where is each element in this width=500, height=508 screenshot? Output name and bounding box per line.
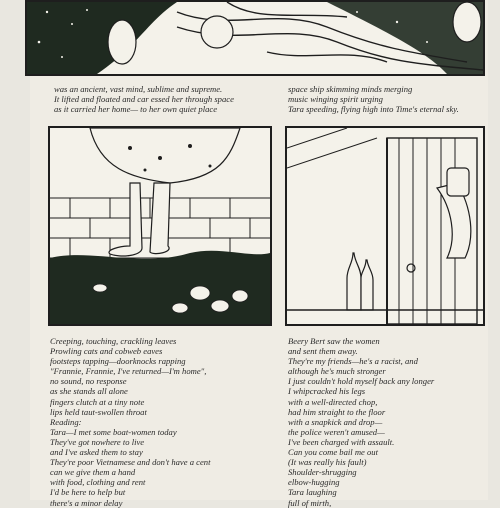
poem-line: had him straight to the floor	[288, 406, 386, 417]
poem-line: and sent them away.	[288, 346, 358, 357]
space-scene-drawing	[27, 2, 483, 74]
poem-line: "Frannie, Frannie, I've returned—I'm home",	[50, 366, 207, 377]
caption-line: as it carried her home— to her own quiet place	[54, 104, 218, 115]
door-note-drawing	[287, 128, 483, 324]
poem-line: They're my friends—he's a racist, and	[288, 356, 418, 367]
caption-line: music winging spirit urging	[288, 94, 383, 105]
poem-line: They've got nowhere to live	[50, 436, 145, 447]
poem-line: as she stands all alone	[50, 386, 128, 397]
poem-line: I've been charged with assault.	[288, 436, 395, 447]
poem-right-column	[288, 336, 434, 508]
poem-line: no sound, no response	[50, 376, 127, 387]
caption-line: It lifted and floated and car essed her through space	[54, 94, 234, 105]
poem-line: They're poor Vietnamese and don't have a cent	[50, 457, 211, 468]
poem-line: footsteps tapping—doorknocks rapping	[50, 356, 186, 367]
poem-line: Creeping, touching, crackling leaves	[50, 336, 177, 346]
poem-left-column	[50, 336, 210, 508]
poem-line: the police weren't amused—	[288, 426, 385, 437]
poem-line: Can you come bail me out	[288, 447, 378, 458]
right-illustration	[285, 126, 485, 326]
poem-line: Tara—I met some boat-women today	[50, 426, 177, 437]
poem-line: I whipcracked his legs	[288, 386, 366, 397]
feet-garden-drawing	[50, 128, 270, 324]
poem-line: I'd be here to help but	[50, 487, 126, 498]
caption-right	[288, 84, 459, 114]
poem-line: with a snapkick and drop—	[288, 416, 383, 427]
poem-line: there's a minor delay	[50, 497, 123, 508]
poem-line: Reading:	[50, 416, 82, 427]
poem-line: and I've asked them to stay	[50, 447, 143, 458]
poem-line: Prowling cats and cobweb eaves	[50, 346, 163, 357]
poem-line: (It was really his fault)	[288, 457, 367, 468]
poem-line: Tara laughing	[288, 487, 337, 498]
poem-line: I just couldn't hold myself back any longer	[288, 376, 435, 387]
poem-line: can we give them a hand	[50, 467, 136, 478]
poem-line: elbow-hugging	[288, 477, 340, 488]
poem-line: although he's much stronger	[288, 366, 386, 377]
caption-line: Tara speeding, flying high into Time's eternal sky.	[288, 104, 459, 115]
left-illustration	[48, 126, 272, 326]
caption-line: was an ancient, vast mind, sublime and supreme.	[54, 84, 223, 94]
poem-line: Beery Bert saw the women	[288, 336, 380, 346]
poem-line: fingers clutch at a tiny note	[50, 396, 145, 407]
poem-line: lips held taut-swollen throat	[50, 406, 147, 417]
top-illustration	[25, 0, 485, 76]
poem-line: full of mirth,	[288, 497, 332, 508]
caption-line: space ship skimming minds merging	[288, 84, 413, 94]
poem-line: with food, clothing and rent	[50, 477, 146, 488]
poem-line: with a well-directed chop,	[288, 396, 378, 407]
caption-left	[54, 84, 234, 114]
poem-line: Shoulder-shrugging	[288, 467, 357, 478]
